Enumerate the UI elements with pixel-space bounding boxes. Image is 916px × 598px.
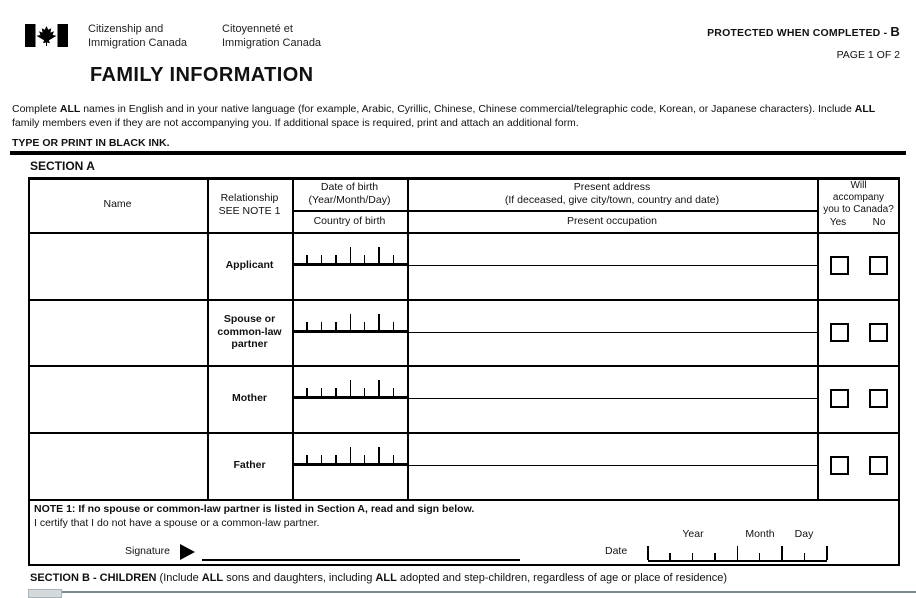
cutoff-table-cell [28, 589, 62, 598]
present-address-field-father[interactable] [409, 434, 815, 462]
column-header-relationship: Relationship SEE NOTE 1 [218, 191, 281, 217]
form-title: FAMILY INFORMATION [90, 64, 314, 86]
no-checkbox-spouse[interactable] [869, 323, 888, 342]
section-a-heading: SECTION A [30, 159, 95, 173]
relationship-label-mother: Mother [232, 392, 267, 405]
present-occupation-field-spouse[interactable] [409, 335, 815, 364]
date-label: Date [605, 545, 628, 557]
column-header-name: Name [103, 198, 132, 210]
no-checkbox-father[interactable] [869, 456, 888, 475]
canada-flag-icon [25, 24, 68, 47]
present-address-field-mother[interactable] [409, 367, 815, 395]
signature-arrow-icon [180, 544, 195, 560]
no-column-label: No [872, 217, 886, 228]
signature-line[interactable] [202, 559, 520, 561]
country-of-birth-field-applicant[interactable] [294, 268, 405, 297]
address-occupation-divider [407, 398, 817, 400]
date-of-birth-field-spouse[interactable] [294, 301, 405, 329]
accompany-checkboxes-father [817, 432, 900, 499]
present-address-field-spouse[interactable] [409, 301, 815, 329]
relationship-label-spouse: Spouse or common-law partner [217, 313, 282, 351]
note1-section [28, 499, 900, 566]
page-number: PAGE 1 OF 2 [836, 49, 900, 61]
cutoff-table-edge [55, 591, 916, 593]
day-label: Day [794, 528, 814, 540]
year-label: Year [682, 528, 704, 540]
yes-checkbox-mother[interactable] [830, 389, 849, 408]
yes-checkbox-father[interactable] [830, 456, 849, 475]
present-occupation-field-applicant[interactable] [409, 268, 815, 297]
family-row-applicant [28, 232, 900, 299]
column-header-will-accompany: Will accompany you to Canada? Yes No [823, 180, 894, 228]
yes-checkbox-spouse[interactable] [830, 323, 849, 342]
date-field-line [292, 396, 407, 399]
date-field-line [292, 463, 407, 466]
org-name-french: Citoyenneté et Immigration Canada [222, 23, 322, 49]
address-occupation-divider [407, 332, 817, 334]
accompany-checkboxes-mother [817, 365, 900, 432]
family-row-mother [28, 365, 900, 432]
column-header-present-address: Present address (If deceased, give city/town, country and date) [504, 180, 720, 206]
signature-label: Signature [125, 545, 170, 557]
column-header-country-of-birth: Country of birth [313, 214, 386, 227]
family-row-spouse [28, 299, 900, 365]
address-occupation-divider [407, 465, 817, 467]
date-field-line[interactable] [648, 560, 827, 562]
note1-certify-text: I certify that I do not have a spouse or a common-law partner. [34, 517, 320, 529]
month-label: Month [745, 528, 775, 540]
no-checkbox-applicant[interactable] [869, 256, 888, 275]
accompany-checkboxes-applicant [817, 232, 900, 299]
name-field-spouse[interactable] [30, 301, 205, 363]
instructions-text: Complete ALL names in English and in your native language (for example, Arabic, Cyrillic, Chinese, Chinese commercial/telegraphic code, Korean, or Japanese characters). Include ALL family members even if they are not accompanying you. If additional space is required, print and attach an additional form. [12, 103, 876, 129]
yes-checkbox-applicant[interactable] [830, 256, 849, 275]
yes-column-label: Yes [829, 217, 847, 228]
ink-notice: TYPE OR PRINT IN BLACK INK. [12, 137, 170, 149]
name-field-father[interactable] [30, 434, 205, 496]
date-of-birth-field-applicant[interactable] [294, 234, 405, 262]
present-address-field-applicant[interactable] [409, 234, 815, 262]
no-checkbox-mother[interactable] [869, 389, 888, 408]
present-occupation-field-mother[interactable] [409, 401, 815, 430]
address-occupation-divider [407, 265, 817, 267]
section-b-heading: SECTION B - CHILDREN (Include ALL sons and daughters, including ALL adopted and step-children, regardless of age or place of residence) [30, 572, 728, 584]
name-field-mother[interactable] [30, 367, 205, 429]
date-field-line [292, 330, 407, 333]
date-comb-ruler [648, 546, 827, 560]
country-of-birth-field-father[interactable] [294, 468, 405, 497]
country-of-birth-field-mother[interactable] [294, 401, 405, 430]
country-of-birth-field-spouse[interactable] [294, 335, 405, 364]
section-a-table [28, 177, 900, 566]
date-of-birth-field-father[interactable] [294, 434, 405, 462]
name-field-applicant[interactable] [30, 234, 205, 296]
date-field-line [292, 263, 407, 266]
protected-notice: PROTECTED WHEN COMPLETED - B [707, 24, 900, 39]
column-header-date-of-birth: Date of birth (Year/Month/Day) [308, 180, 391, 206]
relationship-label-father: Father [233, 459, 266, 472]
date-of-birth-field-mother[interactable] [294, 367, 405, 395]
family-row-father [28, 432, 900, 499]
accompany-checkboxes-spouse [817, 299, 900, 365]
relationship-label-applicant: Applicant [225, 259, 274, 272]
column-header-present-occupation: Present occupation [567, 214, 657, 227]
note1-heading: NOTE 1: If no spouse or common-law partner is listed in Section A, read and sign below. [34, 503, 475, 515]
org-name-english: Citizenship and Immigration Canada [88, 23, 188, 49]
present-occupation-field-father[interactable] [409, 468, 815, 497]
divider-rule [10, 151, 906, 155]
